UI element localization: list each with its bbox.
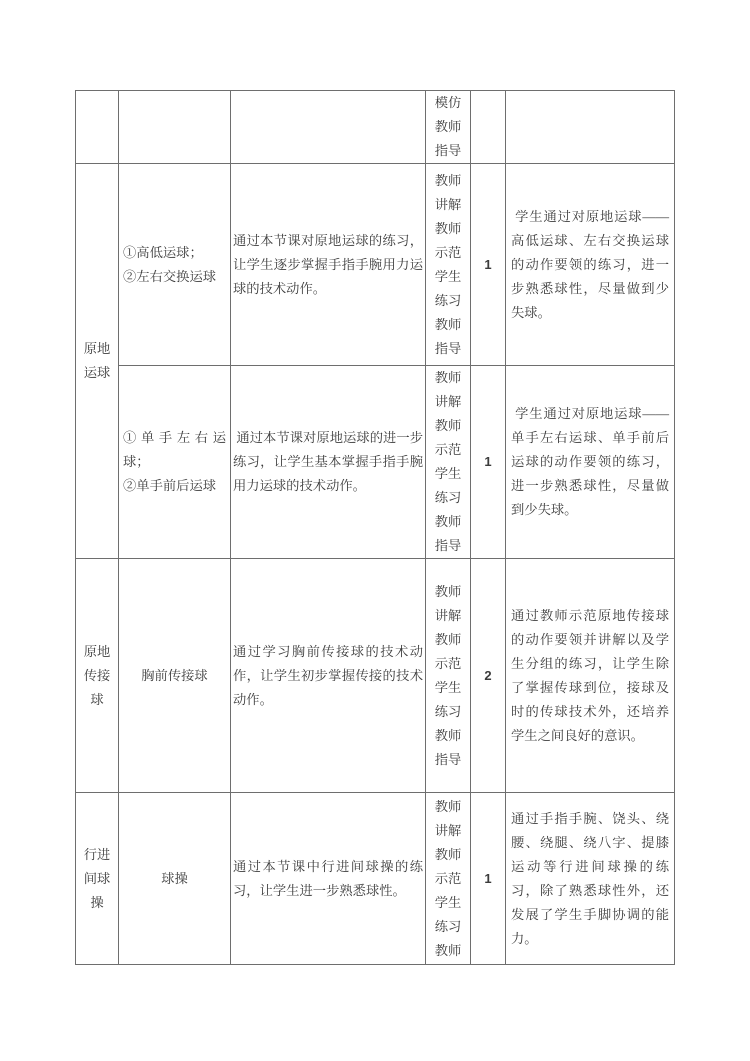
lesson-plan-table <box>75 90 675 965</box>
method-line: 学生练习 <box>434 268 462 308</box>
purpose-cell-passing: 通过学习胸前传接球的技术动作，让学生初步掌握传接的技术动作。 <box>231 559 426 793</box>
purpose-cell-ball-drill: 通过本节课中行进间球操的练习，让学生进一步熟悉球性。 <box>231 793 426 964</box>
category-cell-passing: 原地传接球 <box>76 559 119 793</box>
method-line: 教师讲解 <box>434 172 462 212</box>
content-item: ①单手左右运球； <box>123 430 226 469</box>
outcome-cell-continued <box>506 91 674 164</box>
category-cell-ball-drill: 行进间球操 <box>76 793 119 964</box>
method-line: 教师示范 <box>434 631 462 671</box>
method-line: 教师指导 <box>434 727 462 767</box>
count-cell-ball-drill: 1 <box>471 793 506 964</box>
count-cell-dribbling-1: 1 <box>471 164 506 366</box>
category-cell-continued <box>76 91 119 164</box>
method-line: 教师讲解 <box>434 798 462 838</box>
content-item: 胸前传接球 <box>141 667 208 683</box>
count-cell-passing: 2 <box>471 559 506 793</box>
content-item: ①高低运球； <box>123 244 203 260</box>
outcome-cell-ball-drill: 通过手指手腕、饶头、绕腰、绕腿、绕八字、提膝运动等行进间球操的练习，除了熟悉球性外，还发展了学生手脚协调的能力。 <box>511 810 669 946</box>
method-line: 教师指导 <box>434 514 462 553</box>
method-line: 教师 <box>434 942 462 958</box>
method-line: 教师指导 <box>434 316 462 356</box>
method-line: 模仿 <box>434 95 462 110</box>
content-cell-continued <box>119 91 231 164</box>
method-line: 学生练习 <box>434 679 462 719</box>
outcome-cell-passing: 通过教师示范原地传接球的动作要领并讲解以及学生分组的练习，让学生除了掌握传球到位，接球及时的传球技术外，还培养学生之间良好的意识。 <box>506 559 674 793</box>
content-cell-chest-pass <box>119 559 231 793</box>
methods-cell-passing <box>426 559 471 793</box>
method-line: 教师讲解 <box>434 583 462 623</box>
content-cell-high-low-dribble <box>119 164 231 366</box>
method-line: 教师指导 <box>434 119 462 158</box>
outcome-cell-dribbling-2: 学生通过对原地运球——单手左右运球、单手前后运球的动作要领的练习，进一步熟悉球性，尽量做到少失球。 <box>506 366 674 559</box>
content-item: ②左右交换运球 <box>123 268 217 284</box>
outcome-cell-dribbling-1: 学生通过对原地运球——高低运球、左右交换运球的动作要领的练习，进一步熟悉球性，尽量做到少失球。 <box>506 164 674 366</box>
purpose-cell-dribbling-2: 通过本节课对原地运球的进一步练习，让学生基本掌握手指手腕用力运球的技术动作。 <box>231 366 426 559</box>
methods-cell-ball-drill <box>426 793 471 964</box>
method-line: 教师示范 <box>434 220 462 260</box>
method-line: 教师示范 <box>434 418 462 457</box>
method-line: 学生练习 <box>434 894 462 934</box>
count-cell-dribbling-2: 1 <box>471 366 506 559</box>
content-item: 球操 <box>161 870 188 886</box>
method-line: 教师讲解 <box>434 370 462 409</box>
purpose-cell-dribbling-1: 通过本节课对原地运球的练习，让学生逐步掌握手指手腕用力运球的技术动作。 <box>231 164 426 366</box>
content-cell-one-hand-dribble <box>119 366 231 559</box>
methods-cell-continued <box>426 91 471 164</box>
method-line: 教师示范 <box>434 846 462 886</box>
methods-cell-dribbling-2 <box>426 366 471 559</box>
method-line: 学生练习 <box>434 466 462 505</box>
content-item: ②单手前后运球 <box>123 478 217 493</box>
methods-cell-dribbling-1 <box>426 164 471 366</box>
category-cell-dribbling: 原地运球 <box>76 164 119 559</box>
content-cell-ball-drill <box>119 793 231 964</box>
purpose-cell-continued <box>231 91 426 164</box>
count-cell-continued <box>471 91 506 164</box>
